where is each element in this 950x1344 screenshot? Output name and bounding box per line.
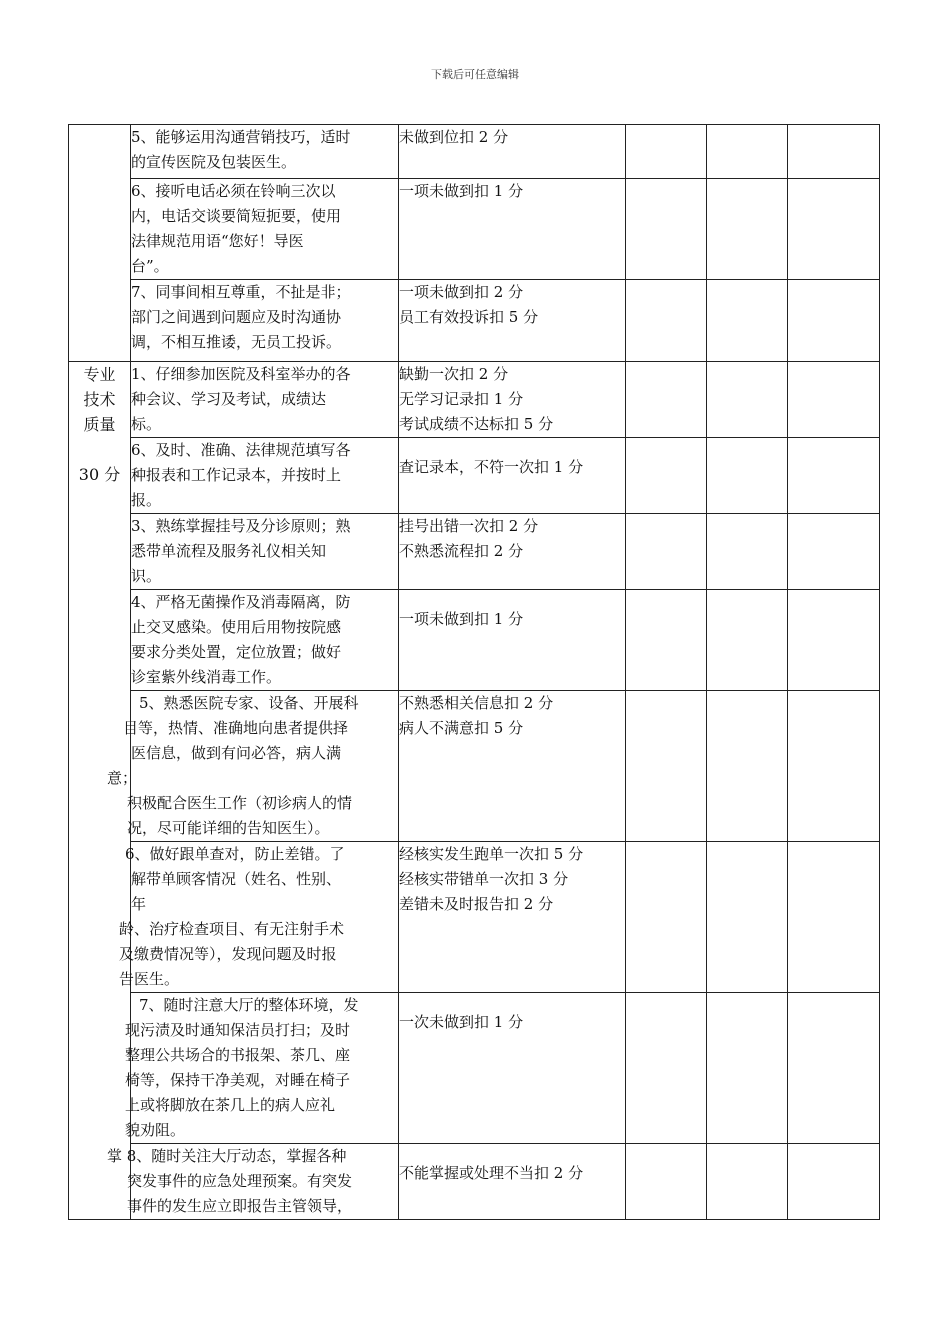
category-score: 30 分	[78, 465, 121, 484]
requirement-cell: 6、做好跟单查对，防止差错。了 解带单顾客情况（姓名、性别、 年 龄、治疗检查项目、有无注射手术 及缴费情况等），发现问题及时报 告医生。	[131, 842, 399, 993]
deduction-cell: 不能掌握或处理不当扣 2 分	[399, 1144, 626, 1220]
category-name: 专业技术质量	[83, 365, 116, 434]
score-cell	[707, 691, 788, 842]
deduction-cell: 挂号出错一次扣 2 分 不熟悉流程扣 2 分	[399, 514, 626, 590]
score-cell	[707, 362, 788, 438]
requirement-cell: 4、严格无菌操作及消毒隔离，防 止交叉感染。使用后用物按院感 要求分类处置，定位放置；做好 诊室紫外线消毒工作。	[131, 590, 399, 691]
requirement-cell: 3、熟练掌握挂号及分诊原则；熟 悉带单流程及服务礼仪相关知 识。	[131, 514, 399, 590]
requirement-cell: 6、接听电话必须在铃响三次以 内，电话交谈要简短扼要，使用 法律规范用语“您好！导医 台”。	[131, 179, 399, 280]
table-row	[69, 280, 880, 362]
requirement-cell: 掌 8、随时关注大厅动态，掌握各种 突发事件的应急处理预案。有突发 事件的发生应立即报告主管领导，	[131, 1144, 399, 1220]
table-row	[69, 1144, 880, 1220]
requirement-cell: 5、能够运用沟通营销技巧，适时 的宣传医院及包装医生。	[131, 125, 399, 179]
score-cell	[788, 1144, 880, 1220]
score-cell	[707, 438, 788, 514]
score-cell	[707, 1144, 788, 1220]
table-row	[69, 514, 880, 590]
score-cell	[788, 125, 880, 179]
deduction-cell: 一项未做到扣 1 分	[399, 179, 626, 280]
score-cell	[788, 362, 880, 438]
evaluation-table	[68, 124, 880, 1220]
table-row	[69, 179, 880, 280]
score-cell	[788, 280, 880, 362]
score-cell	[626, 125, 707, 179]
page-header: 下载后可任意编辑	[431, 68, 519, 81]
deduction-cell: 一项未做到扣 2 分 员工有效投诉扣 5 分	[399, 280, 626, 362]
score-cell	[788, 514, 880, 590]
score-cell	[707, 280, 788, 362]
score-cell	[626, 179, 707, 280]
score-cell	[788, 590, 880, 691]
score-cell	[788, 993, 880, 1144]
requirement-cell: 5、熟悉医院专家、设备、开展科 目等，热情、准确地向患者提供择 医信息，做到有问必答，病人满 意； 积极配合医生工作（初诊病人的情 况，尽可能详细的告知医生）。	[131, 691, 399, 842]
score-cell	[626, 280, 707, 362]
deduction-cell: 不熟悉相关信息扣 2 分 病人不满意扣 5 分	[399, 691, 626, 842]
score-cell	[626, 438, 707, 514]
table-row	[69, 842, 880, 993]
score-cell	[626, 590, 707, 691]
category-cell-empty	[69, 125, 131, 362]
deduction-cell: 一项未做到扣 1 分	[399, 590, 626, 691]
table-row	[69, 691, 880, 842]
score-cell	[707, 993, 788, 1144]
deduction-cell: 查记录本，不符一次扣 1 分	[399, 438, 626, 514]
score-cell	[707, 514, 788, 590]
table-row	[69, 362, 880, 438]
score-cell	[707, 842, 788, 993]
requirement-cell: 7、同事间相互尊重，不扯是非； 部门之间遇到问题应及时沟通协 调，不相互推诿，无员工投诉。	[131, 280, 399, 362]
deduction-cell: 经核实发生跑单一次扣 5 分 经核实带错单一次扣 3 分 差错未及时报告扣 2 分	[399, 842, 626, 993]
deduction-cell: 缺勤一次扣 2 分 无学习记录扣 1 分 考试成绩不达标扣 5 分	[399, 362, 626, 438]
score-cell	[626, 993, 707, 1144]
score-cell	[788, 842, 880, 993]
requirement-cell: 1、仔细参加医院及科室举办的各 种会议、学习及考试，成绩达 标。	[131, 362, 399, 438]
table-row	[69, 590, 880, 691]
score-cell	[788, 438, 880, 514]
deduction-cell: 一次未做到扣 1 分	[399, 993, 626, 1144]
requirement-cell: 7、随时注意大厅的整体环境，发 现污渍及时通知保洁员打扫；及时 整理公共场合的书报架、茶几、座 椅等，保持干净美观，对睡在椅子 上或将脚放在茶几上的病人应礼 貌劝阻。	[131, 993, 399, 1144]
score-cell	[626, 842, 707, 993]
deduction-cell: 未做到位扣 2 分	[399, 125, 626, 179]
score-cell	[626, 362, 707, 438]
requirement-cell: 6、及时、准确、法律规范填写各 种报表和工作记录本，并按时上 报。	[131, 438, 399, 514]
score-cell	[707, 125, 788, 179]
score-cell	[788, 691, 880, 842]
table-row	[69, 993, 880, 1144]
table-row	[69, 438, 880, 514]
score-cell	[788, 179, 880, 280]
score-cell	[626, 691, 707, 842]
score-cell	[626, 514, 707, 590]
score-cell	[707, 179, 788, 280]
score-cell	[707, 590, 788, 691]
score-cell	[626, 1144, 707, 1220]
table-row	[69, 125, 880, 179]
